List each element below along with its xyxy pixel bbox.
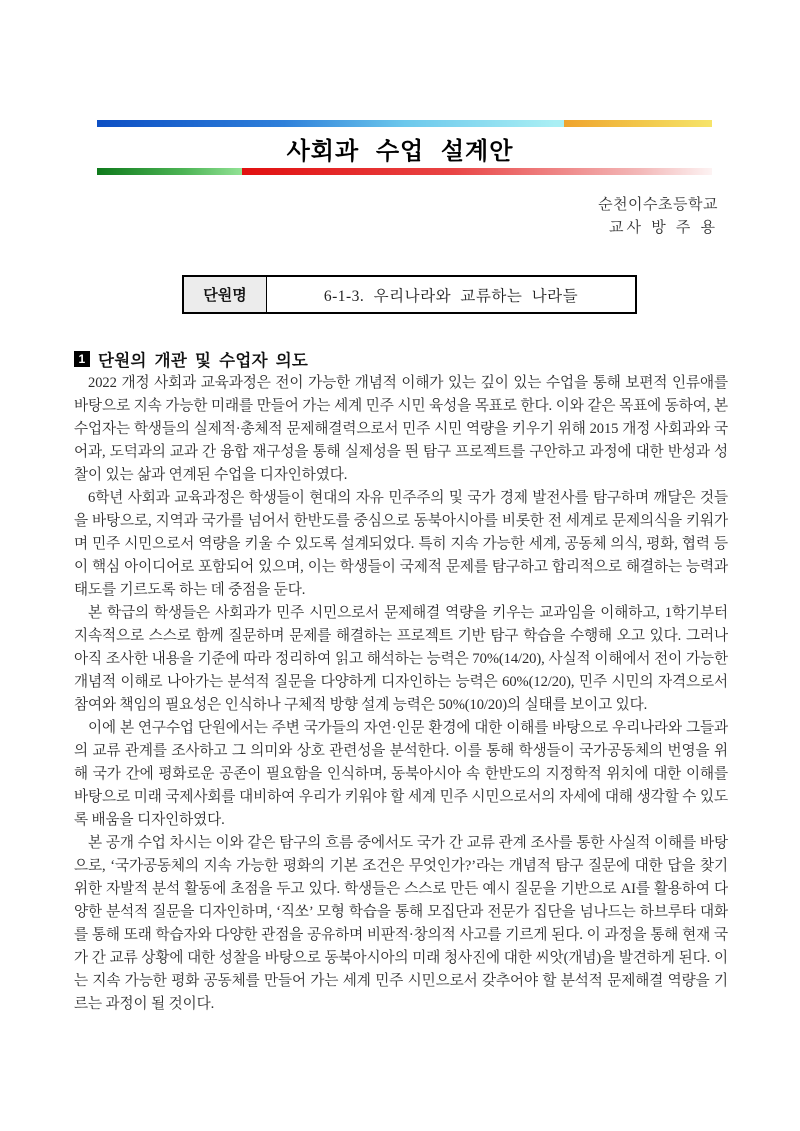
document-title: 사회과 수업 설계안 xyxy=(286,138,514,165)
top-rule-gold-segment xyxy=(564,120,712,127)
section-number-badge: 1 xyxy=(74,351,90,367)
unit-name-label-cell: 단원명 xyxy=(183,276,267,313)
title-rule-red-segment xyxy=(242,168,712,175)
top-rule-blue-segment xyxy=(97,120,564,127)
paragraph: 6학년 사회과 교육과정은 학생들이 현대의 자유 민주주의 및 국가 경제 발전사를 탐구하며 깨달은 것들을 바탕으로, 지역과 국가를 넘어서 한반도를 중심으로 동북아시아를 비롯한 전 세계로 문제의식을 키워가며 민주 시민으로서 역량을 키울 수 있도록 설계되었다. 특히 지속 가능한 세계, 공동체 의식, 평화, 협력 등이 핵심 아이디어로 포함되어 있으며, 이는 학생들이 국제적 문제를 탐구하고 합리적으로 해결하는 능력과 태도를 기르도록 하는 데 중점을 둔다. xyxy=(74,490,728,598)
school-name: 순천이수초등학교 xyxy=(598,196,718,213)
teacher-name: 교사 방 주 용 xyxy=(609,219,718,236)
paragraph: 본 학급의 학생들은 사회과가 민주 시민으로서 문제해결 역량을 키우는 교과임을 이해하고, 1학기부터 지속적으로 스스로 함께 질문하며 문제를 해결하는 프로젝트 기반 탐구 학습을 수행해 오고 있다. 그러나 아직 조사한 내용을 기준에 따라 정리하여 읽고 해석하는 능력은 70%(14/20), 사실적 이해에서 전이 가능한 개념적 이해로 나아가는 분석적 질문을 다양하게 디자인하는 능력은 60%(12/20), 민주 시민의 자격으로서 참여와 책임의 필요성은 인식하나 구체적 방향 설계 능력은 50%(10/20)의 실태를 보이고 있다. xyxy=(74,605,728,713)
paragraph: 이에 본 연구수업 단원에서는 주변 국가들의 자연·인문 환경에 대한 이해를 바탕으로 우리나라와 그들과의 교류 관계를 조사하고 그 의미와 상호 관련성을 분석한다. 이를 통해 학생들이 국가공동체의 번영을 위해 국가 간에 평화로운 공존이 필요함을 인식하며, 동북아시아 속 한반도의 지정학적 위치에 대한 이해를 바탕으로 미래 국제사회를 대비하여 우리가 키워야 할 세계 민주 시민으로서의 자세에 대해 생각할 수 있도록 배움을 디자인하였다. xyxy=(74,720,728,828)
top-gradient-rule xyxy=(97,120,712,127)
paragraph: 본 공개 수업 차시는 이와 같은 탐구의 흐름 중에서도 국가 간 교류 관계 조사를 통한 사실적 이해를 바탕으로, ‘국가공동체의 지속 가능한 평화의 기본 조건은 무엇인가?’라는 개념적 탐구 질문에 대한 답을 찾기 위한 자발적 분석 활동에 초점을 두고 있다. 학생들은 스스로 만든 예시 질문을 기반으로 AI를 활용하여 다양한 분석적 질문을 디자인하며, ‘직쏘’ 모형 학습을 통해 모집단과 전문가 집단을 넘나드는 하브루타 대화를 통해 또래 학습자와 다양한 관점을 공유하며 비판적·창의적 사고를 기르게 된다. 이 과정을 통해 현재 국가 간 교류 상황에 대한 성찰을 바탕으로 동북아시아의 미래 청사진에 대한 씨앗(개념)을 발견하게 된다. 이는 지속 가능한 평화 공동체를 만들어 가는 세계 민주 시민으로서 갖추어야 할 분석적 문제해결 역량을 기르는 과정이 될 것이다. xyxy=(74,835,728,1012)
section-heading xyxy=(74,347,308,371)
paragraph: 2022 개정 사회과 교육과정은 전이 가능한 개념적 이해가 있는 깊이 있는 수업을 통해 보편적 인류애를 바탕으로 지속 가능한 미래를 만들어 가는 세계 민주 시민 육성을 목표로 한다. 이와 같은 목표에 동하여, 본 수업자는 학생들의 실제적·총체적 문제해결력으로서 민주 시민 역량을 키우기 위해 2015 개정 사회과와 국어과, 도덕과의 교과 간 융합 재구성을 통해 실제성을 띈 탐구 프로젝트를 구안하고 과정에 대한 반성과 성찰이 있는 삶과 연계된 수업을 디자인하였다. xyxy=(74,375,728,483)
unit-name-value-cell: 6-1-3. 우리나라와 교류하는 나라들 xyxy=(267,276,637,313)
title-rule-green-segment xyxy=(97,168,242,175)
title-underline-rule xyxy=(97,168,712,175)
section-heading-label: 단원의 개관 및 수업자 의도 xyxy=(98,352,309,370)
unit-name-table xyxy=(182,275,637,314)
unit-name-row xyxy=(183,276,636,313)
section-body xyxy=(74,372,728,1016)
